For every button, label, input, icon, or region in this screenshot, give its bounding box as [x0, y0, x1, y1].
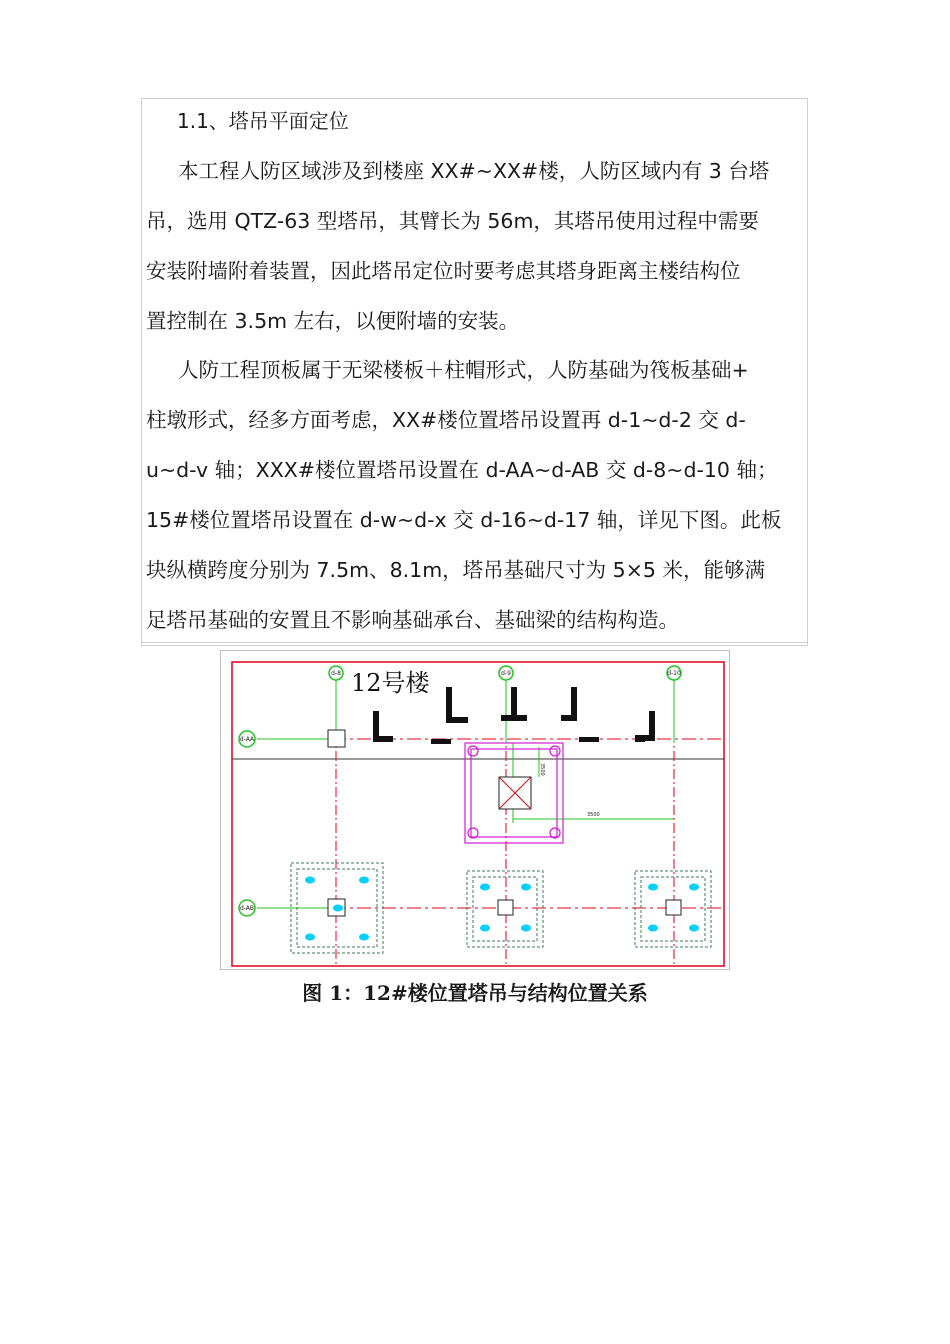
drawing-border — [232, 662, 724, 966]
horizontal-axis-lines — [257, 739, 724, 908]
dimension-label-vertical: 3500 — [539, 763, 545, 776]
paragraph-line: 安装附墙附着装置，因此塔吊定位时要考虑其塔身距离主楼结构位 — [146, 259, 741, 283]
crane-layout-drawing — [220, 650, 730, 970]
paragraph-line: 块纵横跨度分别为 7.5m、8.1m，塔吊基础尺寸为 5×5 米，能够满 — [146, 558, 765, 582]
wall-bar-1 — [431, 739, 451, 744]
svg-text:d-9: d-9 — [501, 670, 511, 677]
axis-bubbles — [239, 666, 681, 916]
figure-caption: 图 1：12#楼位置塔吊与结构位置关系 — [302, 981, 648, 1005]
paragraph-line: 吊，选用 QTZ-63 型塔吊，其臂长为 56m，其塔吊使用过程中需要 — [146, 209, 759, 233]
axis-bubble-dAB — [239, 900, 255, 916]
crane-mast — [499, 777, 531, 809]
paragraph-2 — [146, 345, 801, 645]
axis-bubble-d8 — [329, 666, 343, 680]
paragraph-line: 置控制在 3.5m 左右，以便附墙的安装。 — [146, 309, 520, 333]
svg-text:d-AA: d-AA — [239, 736, 255, 743]
svg-text:d-10: d-10 — [667, 670, 681, 677]
axis-bubble-dAA — [239, 731, 255, 747]
wall-bar-2 — [579, 737, 599, 742]
pile-cap-middle — [467, 871, 543, 947]
svg-text:d-8: d-8 — [331, 670, 341, 677]
axis-bubble-d10 — [667, 666, 681, 680]
section-heading: 1.1、塔吊平面定位 — [177, 109, 349, 133]
paragraph-line: 15#楼位置塔吊设置在 d-w~d-x 交 d-16~d-17 轴，详见下图。此板 — [146, 508, 782, 532]
axis-bubble-d9 — [499, 666, 513, 680]
column-square — [328, 730, 345, 747]
pile-cap-right — [635, 871, 711, 947]
paragraph-line: 人防工程顶板属于无梁楼板＋柱帽形式，人防基础为筏板基础+ — [178, 358, 749, 382]
paragraph-line: u~d-v 轴；XXX#楼位置塔吊设置在 d-AA~d-AB 交 d-8~d-10 轴； — [146, 458, 778, 482]
wall-l-4 — [561, 687, 577, 721]
wall-t-3 — [501, 687, 527, 721]
cad-drawing — [221, 651, 729, 969]
building-label: 12号楼 — [351, 669, 430, 697]
wall-l-2 — [446, 687, 468, 723]
paragraph-line: 柱墩形式，经多方面考虑，XX#楼位置塔吊设置再 d-1~d-2 交 d- — [146, 408, 746, 432]
wall-l-1 — [373, 711, 393, 742]
paragraph-1 — [146, 146, 801, 346]
wall-bar-3 — [635, 737, 645, 742]
paragraph-line: 足塔吊基础的安置且不影响基础承台、基础梁的结构构造。 — [146, 608, 679, 632]
vertical-axis-lines — [336, 679, 674, 966]
paragraph-line: 本工程人防区域涉及到楼座 XX#~XX#楼，人防区域内有 3 台塔 — [178, 159, 770, 183]
dimension-label-horizontal: 3500 — [587, 812, 600, 818]
wall-l-5 — [635, 711, 655, 741]
svg-text:d-AB: d-AB — [239, 905, 255, 912]
